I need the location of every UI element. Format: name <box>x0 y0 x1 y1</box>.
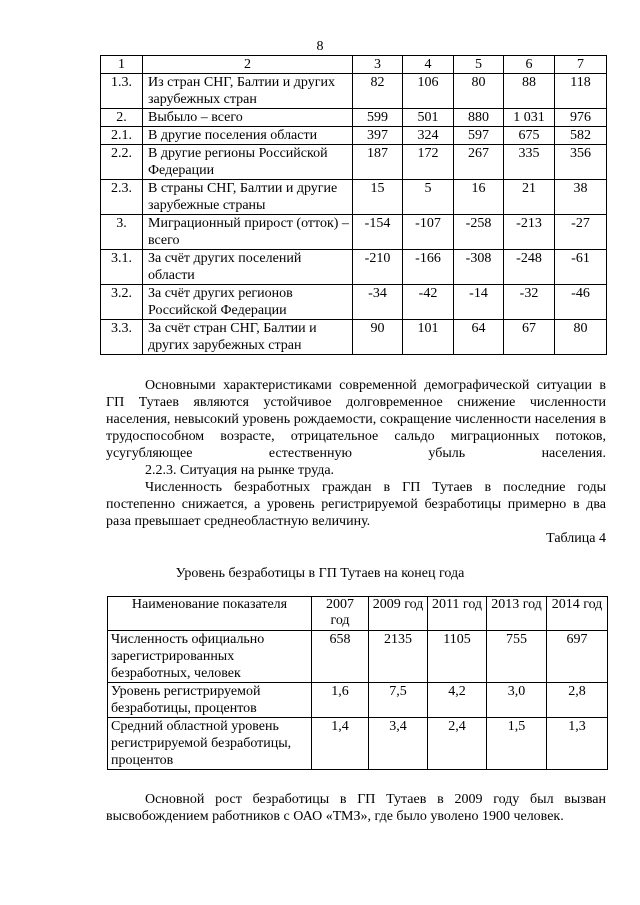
cell-value: 118 <box>555 74 607 109</box>
paragraph-tmz: Основной рост безработицы в ГП Тутаев в 2009 году был вызван высвобождением работников с ОАО «ТМЗ», где было уволено 1900 человек. <box>106 792 606 824</box>
paragraph-unemployment: Численность безработных граждан в ГП Тутаев в последние годы постепенно снижается, а уровень регистрируемой безработицы примерно в два раза превышает среднеобластную величину. <box>106 480 606 529</box>
cell-value: -248 <box>504 250 555 285</box>
cell-value: -213 <box>504 215 555 250</box>
year-header: 2014 год <box>547 597 608 631</box>
year-header: 2013 год <box>487 597 547 631</box>
cell-value: 101 <box>403 320 454 355</box>
cell-value: 7,5 <box>369 683 428 718</box>
row-label: В другие поселения области <box>143 127 353 145</box>
header-cell: 3 <box>353 56 403 74</box>
cell-value: 1,6 <box>312 683 369 718</box>
cell-value: 3,0 <box>487 683 547 718</box>
table-title: Уровень безработицы в ГП Тутаев на конец года <box>175 566 465 581</box>
unemployment-table <box>107 596 608 770</box>
row-number: 1.3. <box>101 74 143 109</box>
cell-value: 1,4 <box>312 718 369 770</box>
cell-value: 64 <box>454 320 504 355</box>
cell-value: -32 <box>504 285 555 320</box>
table-row <box>101 180 607 215</box>
row-label: Выбыло – всего <box>143 109 353 127</box>
row-label: Средний областной уровень регистрируемой безработицы, процентов <box>108 718 312 770</box>
cell-value: 1 031 <box>504 109 555 127</box>
cell-value: 90 <box>353 320 403 355</box>
table-header-row <box>101 56 607 74</box>
cell-value: 582 <box>555 127 607 145</box>
row-number: 3.2. <box>101 285 143 320</box>
cell-value: 1,3 <box>547 718 608 770</box>
header-cell: 2 <box>143 56 353 74</box>
cell-value: 67 <box>504 320 555 355</box>
cell-value: 697 <box>547 631 608 683</box>
row-label: В другие регионы Российской Федерации <box>143 145 353 180</box>
table-row <box>101 145 607 180</box>
year-header: 2011 год <box>428 597 487 631</box>
cell-value: 15 <box>353 180 403 215</box>
cell-value: -27 <box>555 215 607 250</box>
header-cell: 7 <box>555 56 607 74</box>
cell-value: 106 <box>403 74 454 109</box>
row-number: 2.3. <box>101 180 143 215</box>
table-row <box>101 74 607 109</box>
cell-value: 187 <box>353 145 403 180</box>
table-header-row <box>108 597 608 631</box>
cell-value: 501 <box>403 109 454 127</box>
cell-value: -308 <box>454 250 504 285</box>
cell-value: -34 <box>353 285 403 320</box>
table-row <box>101 109 607 127</box>
paragraph-demography: Основными характеристиками современной демографической ситуации в ГП Тутаев являются устойчивое долговременное снижение численности населения, невысокий уровень рождаемости, сокращение численности населения в трудоспособном возрасте, отрицательное сальдо миграционных потоков, усугубляющее естественную убыль населения. <box>106 378 606 461</box>
row-label: За счёт стран СНГ, Балтии и других зарубежных стран <box>143 320 353 355</box>
year-header: 2007 год <box>312 597 369 631</box>
cell-value: 2135 <box>369 631 428 683</box>
table-row <box>101 320 607 355</box>
table-label: Таблица 4 <box>546 531 606 546</box>
row-label: Численность официально зарегистрированных безработных, человек <box>108 631 312 683</box>
cell-value: 3,4 <box>369 718 428 770</box>
cell-value: 16 <box>454 180 504 215</box>
cell-value: -154 <box>353 215 403 250</box>
cell-value: -14 <box>454 285 504 320</box>
table-row <box>108 631 608 683</box>
cell-value: 675 <box>504 127 555 145</box>
row-label: Уровень регистрируемой безработицы, процентов <box>108 683 312 718</box>
cell-value: 397 <box>353 127 403 145</box>
row-number: 3.3. <box>101 320 143 355</box>
section-heading: 2.2.3. Ситуация на рынке труда. <box>145 463 335 478</box>
table-row <box>101 127 607 145</box>
row-number: 2.1. <box>101 127 143 145</box>
cell-value: 356 <box>555 145 607 180</box>
row-number: 3.1. <box>101 250 143 285</box>
table-row <box>101 250 607 285</box>
cell-value: 1,5 <box>487 718 547 770</box>
page-number: 8 <box>316 39 324 54</box>
row-label: В страны СНГ, Балтии и другие зарубежные страны <box>143 180 353 215</box>
cell-value: -107 <box>403 215 454 250</box>
cell-value: 38 <box>555 180 607 215</box>
table-row <box>108 718 608 770</box>
cell-value: 21 <box>504 180 555 215</box>
cell-value: 2,4 <box>428 718 487 770</box>
cell-value: 755 <box>487 631 547 683</box>
cell-value: 1105 <box>428 631 487 683</box>
cell-value: 80 <box>555 320 607 355</box>
cell-value: -42 <box>403 285 454 320</box>
cell-value: -210 <box>353 250 403 285</box>
row-number: 2. <box>101 109 143 127</box>
cell-value: -61 <box>555 250 607 285</box>
row-label: За счёт других поселений области <box>143 250 353 285</box>
cell-value: -46 <box>555 285 607 320</box>
cell-value: -166 <box>403 250 454 285</box>
cell-value: 324 <box>403 127 454 145</box>
cell-value: 658 <box>312 631 369 683</box>
cell-value: 172 <box>403 145 454 180</box>
row-number: 3. <box>101 215 143 250</box>
cell-value: 335 <box>504 145 555 180</box>
row-label: За счёт других регионов Российской Федерации <box>143 285 353 320</box>
cell-value: -258 <box>454 215 504 250</box>
header-cell: 5 <box>454 56 504 74</box>
table-row <box>101 215 607 250</box>
cell-value: 5 <box>403 180 454 215</box>
row-label: Миграционный прирост (отток) – всего <box>143 215 353 250</box>
cell-value: 599 <box>353 109 403 127</box>
table-row <box>108 683 608 718</box>
cell-value: 80 <box>454 74 504 109</box>
cell-value: 597 <box>454 127 504 145</box>
row-number: 2.2. <box>101 145 143 180</box>
cell-value: 976 <box>555 109 607 127</box>
year-header: 2009 год <box>369 597 428 631</box>
cell-value: 4,2 <box>428 683 487 718</box>
cell-value: 82 <box>353 74 403 109</box>
migration-table <box>100 55 607 355</box>
cell-value: 2,8 <box>547 683 608 718</box>
cell-value: 88 <box>504 74 555 109</box>
cell-value: 880 <box>454 109 504 127</box>
header-label: Наименование показателя <box>108 597 312 631</box>
header-cell: 6 <box>504 56 555 74</box>
row-label: Из стран СНГ, Балтии и других зарубежных стран <box>143 74 353 109</box>
header-cell: 4 <box>403 56 454 74</box>
table-row <box>101 285 607 320</box>
header-cell: 1 <box>101 56 143 74</box>
cell-value: 267 <box>454 145 504 180</box>
